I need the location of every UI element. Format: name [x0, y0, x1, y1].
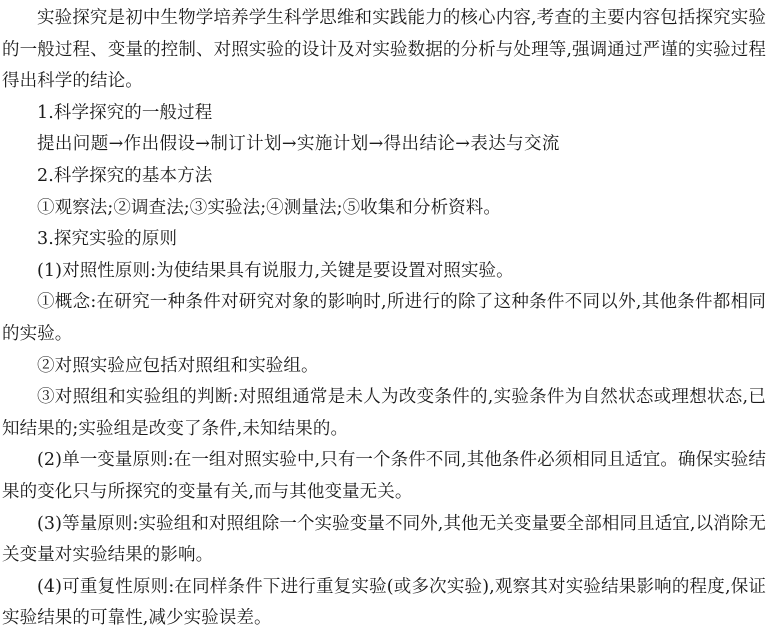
heading-principles: 3.探究实验的原则 — [37, 229, 178, 250]
control-concept: ①概念:在研究一种条件对研究对象的影响时,所进行的除了这种条件不同以外,其他条件都相同的实验。 — [2, 292, 766, 344]
heading-basic-methods: 2.科学探究的基本方法 — [37, 165, 213, 186]
methods-list: ①观察法;②调查法;③实验法;④测量法;⑤收集和分析资料。 — [37, 197, 501, 218]
intro-paragraph: 实验探究是初中生物学培养学生科学思维和实践能力的核心内容,考查的主要内容包括探究实验的一般过程、变量的控制、对照实验的设计及对实验数据的分析与处理等,强调通过严谨的实验过程得出科学的结论。 — [2, 8, 766, 92]
heading-general-process: 1.科学探究的一般过程 — [37, 102, 213, 123]
principle-control: (1)对照性原则:为使结果具有说服力,关键是要设置对照实验。 — [37, 260, 514, 281]
control-groups: ②对照实验应包括对照组和实验组。 — [37, 355, 319, 376]
control-judgement: ③对照组和实验组的判断:对照组通常是未人为改变条件的,实验条件为自然状态或理想状态,已知结果的;实验组是改变了条件,未知结果的。 — [2, 387, 766, 439]
process-flow: 提出问题→作出假设→制订计划→实施计划→得出结论→表达与交流 — [37, 134, 560, 155]
principle-equal-quantity: (3)等量原则:实验组和对照组除一个实验变量不同外,其他无关变量要全部相同且适宜,以消除无关变量对实验结果的影响。 — [2, 513, 766, 566]
principle-repeatability: (4)可重复性原则:在同样条件下进行重复实验(或多次实验),观察其对实验结果影响的程度,保证实验结果的可靠性,减少实验误差。 — [2, 576, 766, 629]
principle-single-variable: (2)单一变量原则:在一组对照实验中,只有一个条件不同,其他条件必须相同且适宜。确保实验结果的变化只与所探究的变量有关,而与其他变量无关。 — [2, 450, 766, 502]
